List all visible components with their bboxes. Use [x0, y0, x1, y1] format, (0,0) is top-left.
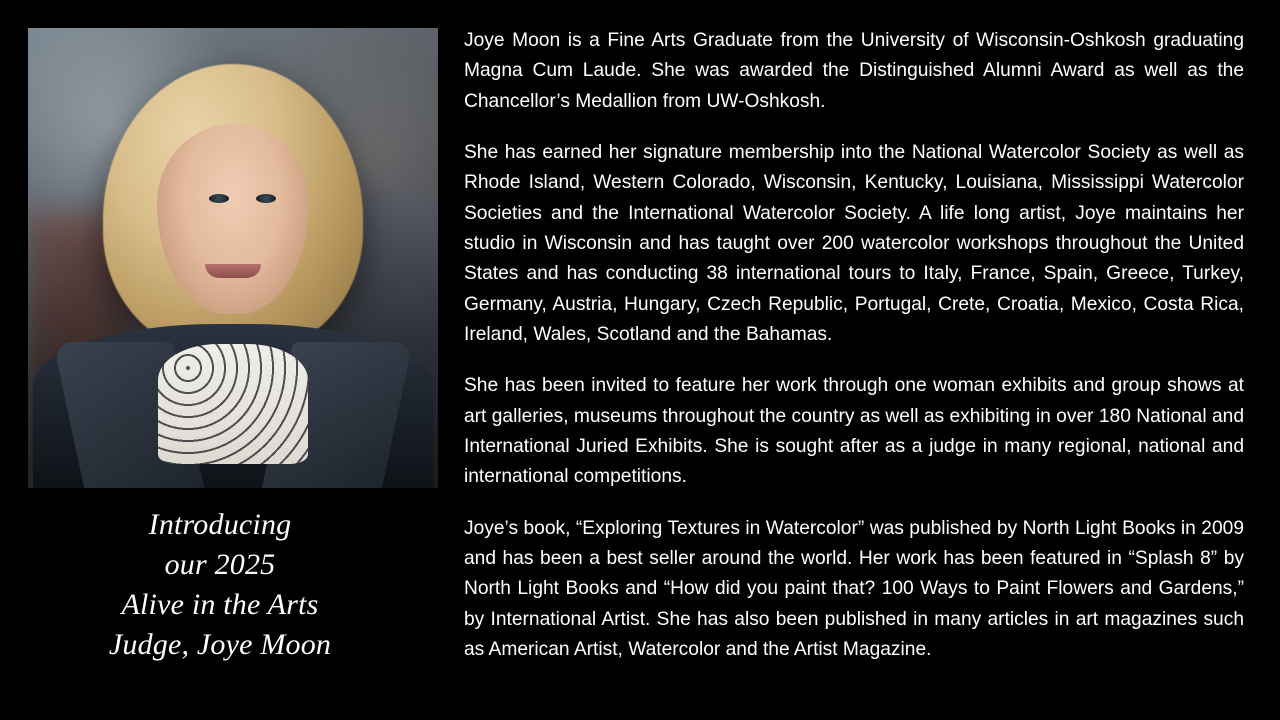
portrait-eye-left — [209, 194, 229, 203]
bio-paragraph-publications: Joye’s book, “Exploring Textures in Watercolor” was published by North Light Books in 2009 and has been a best seller around the world. Her work has been featured in “Splash 8” by North Light Books and “How did you paint that? 100 Ways to Paint Flowers and Gardens,” by International Artist. She has also been published in many articles in art magazines such as American Artist, Watercolor and the Artist Magazine. — [464, 517, 1244, 660]
caption-line-1: Introducing — [148, 508, 292, 541]
left-column — [0, 0, 440, 720]
portrait-smile — [205, 264, 261, 278]
slide-caption — [0, 505, 440, 665]
portrait-photo — [28, 28, 438, 488]
bio-paragraph-exhibits: She has been invited to feature her work through one woman exhibits and group shows at art galleries, museums throughout the country as well as exhibiting in over 180 National and International Juried Exhibits. She is sought after as a judge in many regional, national and international competitions. — [464, 375, 1244, 488]
portrait-eye-right — [256, 194, 276, 203]
caption-line-4: Judge, Joye Moon — [108, 627, 332, 661]
caption-line-3: Alive in the Arts — [121, 587, 319, 621]
caption-line-2: our 2025 — [164, 547, 276, 581]
bio-paragraph-education: Joye Moon is a Fine Arts Graduate from the University of Wisconsin-Oshkosh graduating Magna Cum Laude. She was awarded the Distinguished Alumni Award as well as the Chancellor’s Medallion from UW-Oshkosh. — [464, 30, 1244, 112]
bio-paragraph-memberships: She has earned her signature membership into the National Watercolor Society as well as Rhode Island, Western Colorado, Wisconsin, Kentucky, Louisiana, Mississippi Watercolor Societies and the International Watercolor Society. A life long artist, Joye maintains her studio in Wisconsin and has taught over 200 watercolor workshops throughout the United States and has conducting 38 international tours to Italy, France, Spain, Greece, Turkey, Germany, Austria, Hungary, Czech Republic, Portugal, Crete, Croatia, Mexico, Costa Rica, Ireland, Wales, Scotland and the Bahamas. — [464, 141, 1244, 345]
portrait-blouse-collar — [158, 344, 308, 464]
biography-text — [464, 26, 1244, 665]
